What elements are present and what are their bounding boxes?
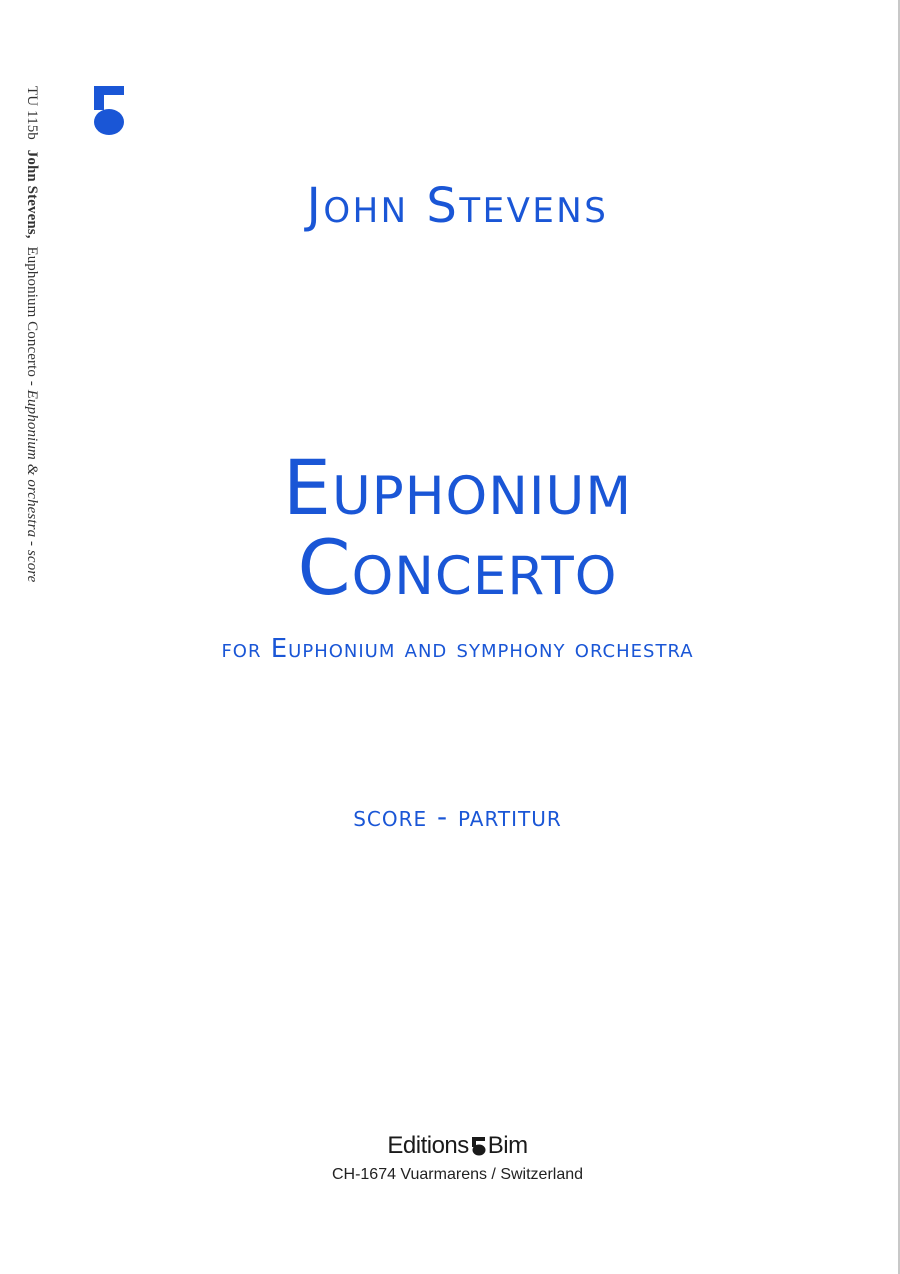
publisher-address: CH-1674 Vuarmarens / Switzerland [331, 1166, 584, 1183]
bim-logo-icon [472, 1135, 486, 1157]
publisher-block [0, 1132, 900, 1184]
spine-catalog-code: TU 115b [24, 86, 40, 140]
composer-name: John Stevens [306, 178, 609, 234]
work-title-line-2: Concerto [297, 523, 618, 612]
publisher-logo [387, 1132, 527, 1160]
spine-separator: - [24, 380, 40, 386]
publisher-name-part-1: Editions [387, 1132, 469, 1159]
publisher-name-part-2: Bim [487, 1132, 528, 1159]
spine-edition: score [24, 550, 40, 583]
bim-logo-icon [94, 86, 126, 136]
spine-separator: - [24, 541, 40, 547]
spine-title: Euphonium Concerto [24, 246, 40, 377]
spine-instrumentation: Euphonium & orchestra [24, 389, 40, 538]
spine-composer: John Stevens, [24, 149, 40, 239]
edition-type: score - partitur [353, 800, 562, 833]
work-title [0, 443, 900, 612]
work-subtitle: for Euphonium and symphony orchestra [221, 634, 694, 664]
work-title-line-1: Euphonium [282, 443, 633, 532]
